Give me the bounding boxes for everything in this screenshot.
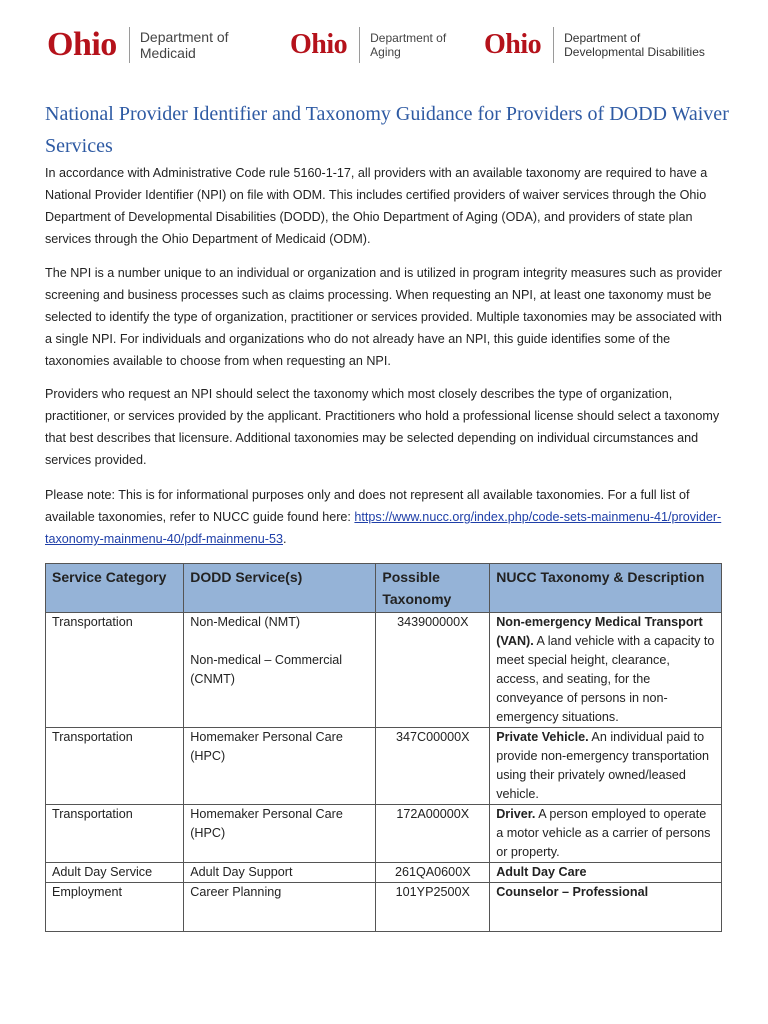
cell-category: Transportation: [46, 613, 184, 728]
cell-service: Career Planning: [184, 883, 376, 932]
nucc-guide-link[interactable]: https://www.nucc.org/index.php/code-sets-mainmenu-41/provider-taxonomy-mainmenu-40/pdf-mainmenu-53: [45, 510, 722, 546]
intro-paragraph: In accordance with Administrative Code rule 5160-1-17, all providers with an available taxonomy are required to have a National Provider Identifier (NPI) on file with ODM. This includes certified providers of waiver services through the Ohio Department of Developmental Disabilities (DODD), the Ohio Department of Aging (ODA), and providers of state plan services through the Ohio Department of Medicaid (ODM).: [45, 166, 708, 246]
table-row: [46, 728, 722, 805]
cell-description: Adult Day Care: [490, 863, 722, 883]
header: [0, 22, 768, 72]
cell-service: Homemaker Personal Care (HPC): [184, 805, 376, 863]
logo-department: Department of Medicaid: [139, 29, 229, 61]
logo-wordmark: Ohio: [47, 26, 117, 63]
logo-department: Department of Aging: [370, 31, 447, 59]
page-title: National Provider Identifier and Taxonomy Guidance for Providers of DODD Waiver Services: [45, 103, 729, 157]
cell-service: Non-Medical (NMT) Non-medical – Commercial (CNMT): [184, 613, 376, 728]
cell-description: Counselor – Professional: [490, 883, 722, 932]
cell-category: Employment: [46, 883, 184, 932]
selection-paragraph: Providers who request an NPI should select the taxonomy which most closely describes the type of organization, practitioner, or services provided by the applicant. Practitioners who hold a professional license should select a taxonomy that best describes that licensure. Additional taxonomies may be selected depending on individual circumstances and services provided.: [45, 387, 720, 467]
cell-service: Adult Day Support: [184, 863, 376, 883]
cell-category: Adult Day Service: [46, 863, 184, 883]
cell-description: Non-emergency Medical Transport (VAN). A land vehicle with a capacity to meet special height, clearance, access, and seating, for the conveyance of persons in non-emergency situations.: [490, 613, 722, 728]
ohio-aging-logo: [290, 22, 446, 68]
cell-taxonomy-code: 261QA0600X: [376, 863, 490, 883]
cell-taxonomy-code: 172A00000X: [376, 805, 490, 863]
header-nucc-description: NUCC Taxonomy & Description: [490, 564, 722, 613]
table-row: [46, 863, 722, 883]
cell-description: Private Vehicle. An individual paid to provide non-emergency transportation using their privately owned/leased vehicle.: [490, 728, 722, 805]
cell-category: Transportation: [46, 728, 184, 805]
table-row: [46, 883, 722, 932]
cell-description: Driver. A person employed to operate a motor vehicle as a carrier of persons or property.: [490, 805, 722, 863]
logo-divider: [553, 27, 554, 63]
cell-taxonomy-code: 101YP2500X: [376, 883, 490, 932]
header-possible-taxonomy: Possible Taxonomy: [376, 564, 490, 613]
cell-taxonomy-code: 343900000X: [376, 613, 490, 728]
logo-divider: [359, 27, 360, 63]
table-row: [46, 805, 722, 863]
table-row: [46, 613, 722, 728]
logo-department: Department of Developmental Disabilities: [564, 31, 705, 59]
note-paragraph: Please note: This is for informational purposes only and does not represent all available taxonomies. For a full list of available taxonomies, refer to NUCC guide found here: https://www.nucc.org/index.php/code-sets-mainmenu-41/provider-taxonomy-mainmenu-40/pdf-mainmenu-53.: [45, 488, 722, 546]
logo-divider: [129, 27, 130, 63]
ohio-dodd-logo: [484, 22, 705, 68]
cell-taxonomy-code: 347C00000X: [376, 728, 490, 805]
header-dodd-services: DODD Service(s): [184, 564, 376, 613]
logo-wordmark: Ohio: [290, 29, 348, 60]
cell-service: Homemaker Personal Care (HPC): [184, 728, 376, 805]
npi-paragraph: The NPI is a number unique to an individual or organization and is utilized in program integrity measures such as provider screening and business processes such as claims processing. When requesting an NPI, at least one taxonomy must be selected to identify the type of organization, practitioner or services provided. Multiple taxonomies may be associated with a single NPI. For individuals and organizations who do not already have an NPI, this guide identifies some of the taxonomies available to choose from when requesting an NPI.: [45, 266, 722, 368]
table-header-row: [46, 564, 722, 613]
cell-category: Transportation: [46, 805, 184, 863]
ohio-medicaid-logo: [47, 22, 229, 68]
taxonomy-table: [45, 563, 722, 932]
header-service-category: Service Category: [46, 564, 184, 613]
logo-wordmark: Ohio: [484, 29, 542, 60]
